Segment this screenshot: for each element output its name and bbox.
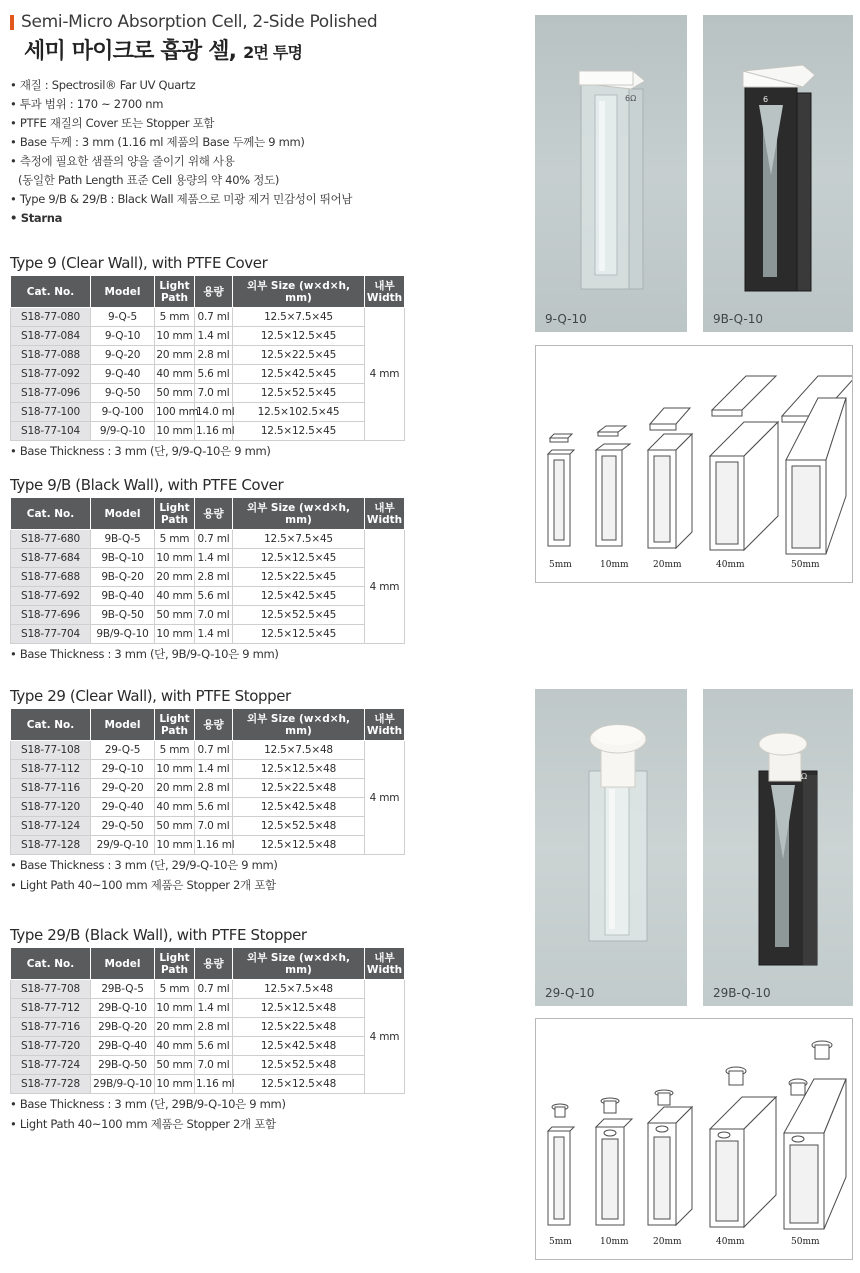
table-cell: S18-77-728 xyxy=(11,1075,91,1094)
table-cell: 10 mm xyxy=(155,625,195,644)
table-cell: 7.0 ml xyxy=(195,1056,233,1075)
table-cell: 20 mm xyxy=(155,1018,195,1037)
table-cell: 0.7 ml xyxy=(195,308,233,327)
table-cell: 29B-Q-50 xyxy=(91,1056,155,1075)
table-row xyxy=(11,760,405,779)
table-row xyxy=(11,365,405,384)
table-cell: 29B-Q-5 xyxy=(91,980,155,999)
table-cell: 12.5×7.5×45 xyxy=(233,308,365,327)
section-note: • Base Thickness : 3 mm (단, 29B/9-Q-10은 9 mm) xyxy=(10,1097,286,1111)
column-header-width: 내부 Width xyxy=(365,709,405,741)
column-header-volume: 용량 xyxy=(195,948,233,980)
table-cell: 5 mm xyxy=(155,530,195,549)
table-cell: 12.5×22.5×45 xyxy=(233,568,365,587)
column-header-light_path: Light Path xyxy=(155,948,195,980)
table-row xyxy=(11,999,405,1018)
table-cell: 1.16 ml xyxy=(195,1075,233,1094)
table-cell: 7.0 ml xyxy=(195,606,233,625)
brand-name: • Starna xyxy=(10,211,63,225)
page-header xyxy=(10,12,520,65)
table-cell: 50 mm xyxy=(155,384,195,403)
table-cell: 2.8 ml xyxy=(195,568,233,587)
diagram-label: 10mm xyxy=(600,1237,629,1247)
table-cell: 12.5×22.5×48 xyxy=(233,1018,365,1037)
table-cell: 12.5×42.5×45 xyxy=(233,365,365,384)
table-cell: 10 mm xyxy=(155,760,195,779)
table-cell: 12.5×12.5×45 xyxy=(233,422,365,441)
title-korean-main: 세미 마이크로 흡광 셀, xyxy=(24,39,237,64)
diagram-label: 40mm xyxy=(716,560,745,570)
table-cell: 10 mm xyxy=(155,999,195,1018)
table-cell: 10 mm xyxy=(155,1075,195,1094)
table-cell: 9-Q-20 xyxy=(91,346,155,365)
table-cell: 2.8 ml xyxy=(195,779,233,798)
column-header-model: Model xyxy=(91,498,155,530)
spec-table xyxy=(10,708,405,855)
table-cell: 1.16 ml xyxy=(195,836,233,855)
column-header-cat: Cat. No. xyxy=(11,709,91,741)
table-row xyxy=(11,779,405,798)
table-cell: 12.5×42.5×48 xyxy=(233,1037,365,1056)
table-cell: S18-77-128 xyxy=(11,836,91,855)
table-cell: 1.4 ml xyxy=(195,625,233,644)
table-cell: 50 mm xyxy=(155,606,195,625)
diagram-label: 10mm xyxy=(600,560,629,570)
section-note: • Light Path 40~100 mm 제품은 Stopper 2개 포함 xyxy=(10,878,276,892)
table-cell: 14.0 ml xyxy=(195,403,233,422)
table-cell: 29B/9-Q-10 xyxy=(91,1075,155,1094)
table-cell: 1.4 ml xyxy=(195,549,233,568)
table-cell: 12.5×12.5×45 xyxy=(233,549,365,568)
table-cell: 12.5×42.5×48 xyxy=(233,798,365,817)
column-header-light_path: Light Path xyxy=(155,498,195,530)
table-cell: S18-77-692 xyxy=(11,587,91,606)
table-row xyxy=(11,403,405,422)
section-note: • Base Thickness : 3 mm (단, 29/9-Q-10은 9 mm) xyxy=(10,858,278,872)
table-cell: 12.5×7.5×48 xyxy=(233,980,365,999)
column-header-cat: Cat. No. xyxy=(11,498,91,530)
table-row xyxy=(11,741,405,760)
table-cell: 12.5×102.5×45 xyxy=(233,403,365,422)
photo-29b-q-10 xyxy=(703,689,853,1006)
table-row xyxy=(11,817,405,836)
table-row xyxy=(11,327,405,346)
table-cell: 29/9-Q-10 xyxy=(91,836,155,855)
table-cell: 20 mm xyxy=(155,346,195,365)
column-header-size: 외부 Size (w×d×h, mm) xyxy=(233,709,365,741)
section-type-29 xyxy=(10,687,410,895)
table-cell: 10 mm xyxy=(155,422,195,441)
photo-label: 29-Q-10 xyxy=(545,986,595,1000)
table-row xyxy=(11,625,405,644)
table-header-row xyxy=(11,276,405,308)
column-header-volume: 용량 xyxy=(195,276,233,308)
table-cell: 10 mm xyxy=(155,836,195,855)
table-cell: 10 mm xyxy=(155,327,195,346)
table-cell: S18-77-112 xyxy=(11,760,91,779)
diagram-label: 20mm xyxy=(653,1237,682,1247)
cover-cell-drawing xyxy=(536,346,852,582)
table-cell: 29B-Q-40 xyxy=(91,1037,155,1056)
section-note: • Base Thickness : 3 mm (단, 9B/9-Q-10은 9 mm) xyxy=(10,647,279,661)
column-header-width: 내부 Width xyxy=(365,498,405,530)
feature-item: • Base 두께 : 3 mm (1.16 ml 제품의 Base 두께는 9 mm) xyxy=(10,135,305,149)
table-cell: 10 mm xyxy=(155,549,195,568)
cell-mark-text: Ω xyxy=(801,772,808,781)
table-cell: 29-Q-20 xyxy=(91,779,155,798)
table-cell: S18-77-720 xyxy=(11,1037,91,1056)
table-cell: 1.4 ml xyxy=(195,760,233,779)
table-cell: 29-Q-40 xyxy=(91,798,155,817)
table-cell: 5 mm xyxy=(155,741,195,760)
column-header-light_path: Light Path xyxy=(155,276,195,308)
table-cell: 29-Q-50 xyxy=(91,817,155,836)
diagram-label: 50mm xyxy=(791,1237,820,1247)
spec-table xyxy=(10,947,405,1094)
diagram-label: 20mm xyxy=(653,560,682,570)
table-cell: S18-77-688 xyxy=(11,568,91,587)
column-header-model: Model xyxy=(91,276,155,308)
table-cell: 5 mm xyxy=(155,308,195,327)
table-row xyxy=(11,587,405,606)
section-type-29b xyxy=(10,926,410,1134)
table-cell: 9-Q-10 xyxy=(91,327,155,346)
table-cell: 2.8 ml xyxy=(195,346,233,365)
title-korean-sub: 2면 투명 xyxy=(243,43,303,62)
table-cell: 12.5×52.5×48 xyxy=(233,1056,365,1075)
title-accent-bar xyxy=(10,15,14,30)
photo-29-q-10 xyxy=(535,689,687,1006)
feature-item: (동일한 Path Length 표준 Cell 용량의 약 40% 정도) xyxy=(18,173,280,187)
table-cell: 2.8 ml xyxy=(195,1018,233,1037)
table-cell: 20 mm xyxy=(155,568,195,587)
section-note: • Light Path 40~100 mm 제품은 Stopper 2개 포함 xyxy=(10,1117,276,1131)
table-cell: 29B-Q-10 xyxy=(91,999,155,1018)
table-row xyxy=(11,836,405,855)
table-header-row xyxy=(11,948,405,980)
table-cell: 12.5×22.5×48 xyxy=(233,779,365,798)
table-cell: 12.5×42.5×45 xyxy=(233,587,365,606)
feature-item: • 측정에 필요한 샘플의 양을 줄이기 위해 사용 xyxy=(10,154,235,168)
table-cell: S18-77-680 xyxy=(11,530,91,549)
table-row xyxy=(11,1037,405,1056)
title-english-text: Semi-Micro Absorption Cell, 2-Side Polished xyxy=(21,12,378,32)
table-row xyxy=(11,549,405,568)
table-cell: 1.4 ml xyxy=(195,327,233,346)
table-cell: 50 mm xyxy=(155,1056,195,1075)
table-cell: 9/9-Q-10 xyxy=(91,422,155,441)
table-cell: 12.5×12.5×48 xyxy=(233,999,365,1018)
table-cell: 40 mm xyxy=(155,798,195,817)
table-cell: 1.4 ml xyxy=(195,999,233,1018)
table-row xyxy=(11,1075,405,1094)
table-row xyxy=(11,1018,405,1037)
section-type-9b xyxy=(10,476,410,664)
table-cell: S18-77-124 xyxy=(11,817,91,836)
photo-label: 9B-Q-10 xyxy=(713,312,764,326)
table-row xyxy=(11,1056,405,1075)
table-cell: 100 mm xyxy=(155,403,195,422)
table-cell: 0.7 ml xyxy=(195,741,233,760)
table-cell: S18-77-116 xyxy=(11,779,91,798)
cover-cell-diagram xyxy=(535,345,853,583)
table-cell: 9B-Q-40 xyxy=(91,587,155,606)
table-cell: S18-77-084 xyxy=(11,327,91,346)
table-cell: 9B-Q-5 xyxy=(91,530,155,549)
table-cell: S18-77-108 xyxy=(11,741,91,760)
column-header-width: 내부 Width xyxy=(365,276,405,308)
table-cell: 12.5×7.5×48 xyxy=(233,741,365,760)
table-row xyxy=(11,798,405,817)
column-header-cat: Cat. No. xyxy=(11,948,91,980)
table-cell: 12.5×12.5×45 xyxy=(233,625,365,644)
black-cell-cover-image xyxy=(703,15,853,332)
table-cell: 12.5×12.5×45 xyxy=(233,327,365,346)
table-cell: 0.7 ml xyxy=(195,980,233,999)
feature-list xyxy=(10,76,520,228)
inner-width-cell: 4 mm xyxy=(365,980,405,1094)
title-korean xyxy=(10,34,520,65)
column-header-volume: 용량 xyxy=(195,709,233,741)
column-header-size: 외부 Size (w×d×h, mm) xyxy=(233,276,365,308)
feature-item: • PTFE 재질의 Cover 또는 Stopper 포함 xyxy=(10,116,215,130)
table-cell: 50 mm xyxy=(155,817,195,836)
table-cell: 12.5×52.5×45 xyxy=(233,384,365,403)
table-cell: 9-Q-50 xyxy=(91,384,155,403)
section-title: Type 9 (Clear Wall), with PTFE Cover xyxy=(10,254,268,272)
table-row xyxy=(11,308,405,327)
table-cell: S18-77-096 xyxy=(11,384,91,403)
table-cell: S18-77-088 xyxy=(11,346,91,365)
inner-width-cell: 4 mm xyxy=(365,530,405,644)
cell-mark-text: 6Ω xyxy=(625,94,637,103)
black-cell-stopper-image xyxy=(703,689,853,1006)
column-header-cat: Cat. No. xyxy=(11,276,91,308)
column-header-light_path: Light Path xyxy=(155,709,195,741)
table-cell: 5.6 ml xyxy=(195,587,233,606)
table-cell: S18-77-712 xyxy=(11,999,91,1018)
inner-width-cell: 4 mm xyxy=(365,308,405,441)
table-cell: S18-77-100 xyxy=(11,403,91,422)
spec-table xyxy=(10,497,405,644)
photo-label: 29B-Q-10 xyxy=(713,986,771,1000)
table-row xyxy=(11,980,405,999)
photo-9b-q-10 xyxy=(703,15,853,332)
diagram-label: 40mm xyxy=(716,1237,745,1247)
table-cell: S18-77-708 xyxy=(11,980,91,999)
table-cell: 12.5×52.5×45 xyxy=(233,606,365,625)
table-cell: 0.7 ml xyxy=(195,530,233,549)
table-cell: 12.5×52.5×48 xyxy=(233,817,365,836)
table-cell: 7.0 ml xyxy=(195,817,233,836)
stopper-cell-drawing xyxy=(536,1019,852,1259)
table-cell: S18-77-104 xyxy=(11,422,91,441)
clear-cell-stopper-image xyxy=(535,689,687,1006)
table-cell: 9B-Q-10 xyxy=(91,549,155,568)
table-cell: 29-Q-5 xyxy=(91,741,155,760)
table-cell: 9-Q-5 xyxy=(91,308,155,327)
section-title: Type 9/B (Black Wall), with PTFE Cover xyxy=(10,476,284,494)
table-cell: 12.5×12.5×48 xyxy=(233,760,365,779)
photo-9-q-10 xyxy=(535,15,687,332)
table-row xyxy=(11,422,405,441)
table-cell: 12.5×22.5×45 xyxy=(233,346,365,365)
table-cell: 5.6 ml xyxy=(195,365,233,384)
table-cell: 40 mm xyxy=(155,1037,195,1056)
table-cell: S18-77-704 xyxy=(11,625,91,644)
table-row xyxy=(11,346,405,365)
title-english xyxy=(10,12,520,32)
table-cell: 1.16 ml xyxy=(195,422,233,441)
table-cell: 5 mm xyxy=(155,980,195,999)
column-header-width: 내부 Width xyxy=(365,948,405,980)
clear-cell-cover-image xyxy=(535,15,687,332)
table-cell: 12.5×12.5×48 xyxy=(233,836,365,855)
column-header-size: 외부 Size (w×d×h, mm) xyxy=(233,948,365,980)
column-header-model: Model xyxy=(91,709,155,741)
diagram-label: 50mm xyxy=(791,560,820,570)
section-note: • Base Thickness : 3 mm (단, 9/9-Q-10은 9 mm) xyxy=(10,444,271,458)
table-cell: S18-77-120 xyxy=(11,798,91,817)
feature-item: • Type 9/B & 29/B : Black Wall 제품으로 미광 제거 민감성이 뛰어남 xyxy=(10,192,353,206)
spec-table xyxy=(10,275,405,441)
table-cell: S18-77-716 xyxy=(11,1018,91,1037)
feature-item: • 투과 범위 : 170 ~ 2700 nm xyxy=(10,97,164,111)
photo-label: 9-Q-10 xyxy=(545,312,587,326)
table-header-row xyxy=(11,709,405,741)
table-cell: S18-77-696 xyxy=(11,606,91,625)
table-cell: 12.5×7.5×45 xyxy=(233,530,365,549)
table-cell: 9B-Q-50 xyxy=(91,606,155,625)
inner-width-cell: 4 mm xyxy=(365,741,405,855)
section-type-9 xyxy=(10,254,410,461)
table-cell: S18-77-092 xyxy=(11,365,91,384)
column-header-size: 외부 Size (w×d×h, mm) xyxy=(233,498,365,530)
table-row xyxy=(11,384,405,403)
column-header-model: Model xyxy=(91,948,155,980)
table-cell: 9-Q-40 xyxy=(91,365,155,384)
stopper-cell-diagram xyxy=(535,1018,853,1260)
diagram-label: 5mm xyxy=(549,560,572,570)
table-cell: 7.0 ml xyxy=(195,384,233,403)
table-cell: 9B-Q-20 xyxy=(91,568,155,587)
feature-item: • 재질 : Spectrosil® Far UV Quartz xyxy=(10,78,196,92)
table-cell: 9B/9-Q-10 xyxy=(91,625,155,644)
table-cell: 40 mm xyxy=(155,365,195,384)
table-row xyxy=(11,530,405,549)
table-cell: 5.6 ml xyxy=(195,1037,233,1056)
table-row xyxy=(11,606,405,625)
table-row xyxy=(11,568,405,587)
table-cell: S18-77-684 xyxy=(11,549,91,568)
section-title: Type 29 (Clear Wall), with PTFE Stopper xyxy=(10,687,291,705)
column-header-volume: 용량 xyxy=(195,498,233,530)
svg-text:6: 6 xyxy=(763,95,769,104)
table-cell: 9-Q-100 xyxy=(91,403,155,422)
table-cell: 40 mm xyxy=(155,587,195,606)
table-cell: S18-77-724 xyxy=(11,1056,91,1075)
table-cell: 20 mm xyxy=(155,779,195,798)
table-cell: 29-Q-10 xyxy=(91,760,155,779)
section-title: Type 29/B (Black Wall), with PTFE Stopper xyxy=(10,926,307,944)
table-header-row xyxy=(11,498,405,530)
table-cell: 29B-Q-20 xyxy=(91,1018,155,1037)
table-cell: 5.6 ml xyxy=(195,798,233,817)
table-cell: 12.5×12.5×48 xyxy=(233,1075,365,1094)
table-cell: S18-77-080 xyxy=(11,308,91,327)
diagram-label: 5mm xyxy=(549,1237,572,1247)
